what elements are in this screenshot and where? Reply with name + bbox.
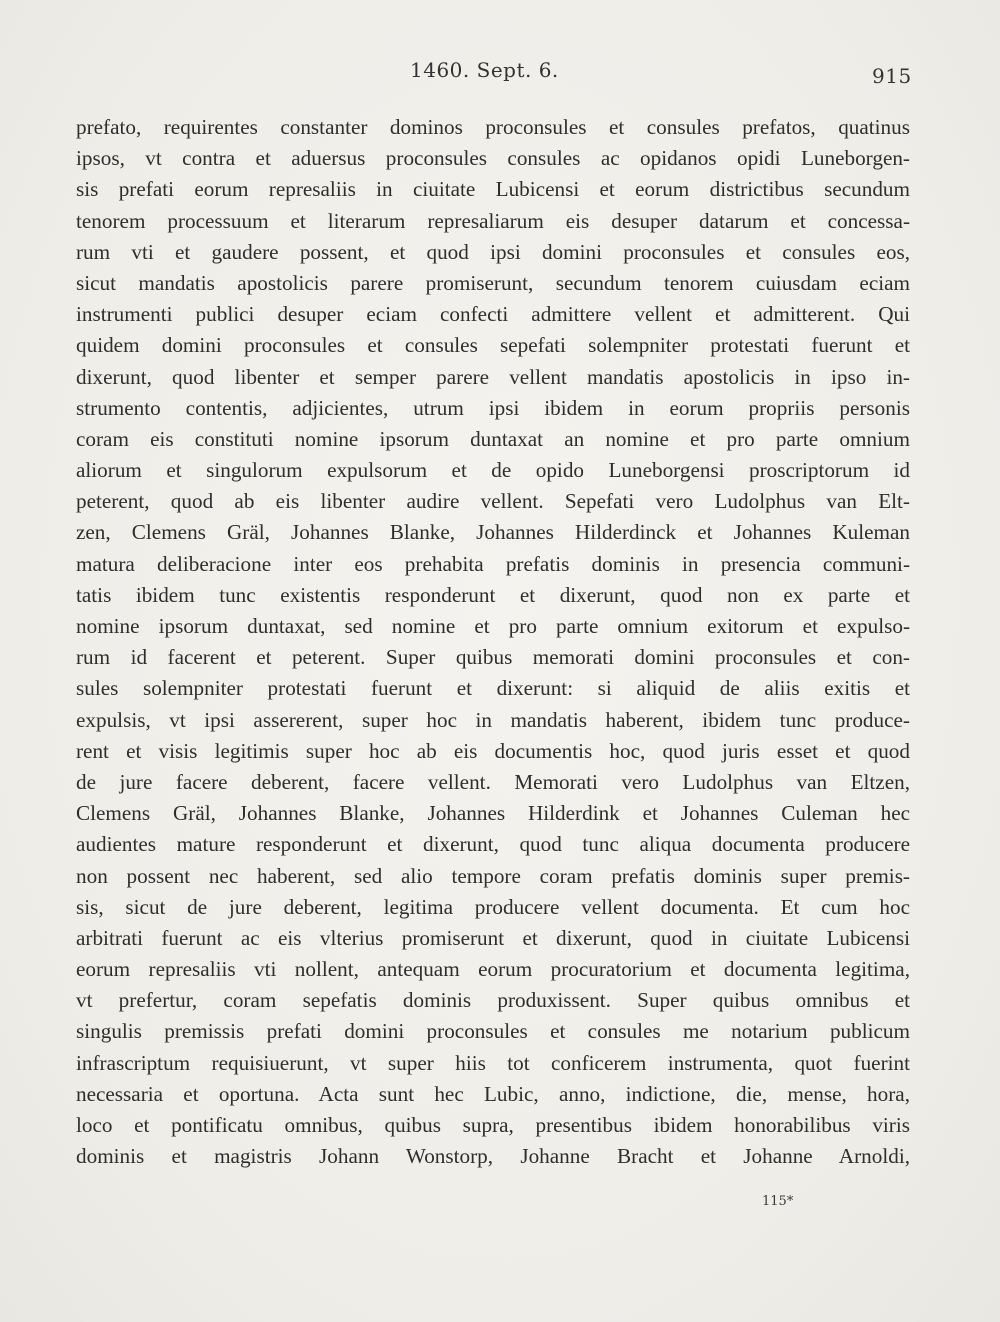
printer-signature-mark: 115* <box>762 1194 794 1209</box>
text-line: tenorem processuum et literarum represaliarum eis desuper datarum et concessa- <box>76 208 910 233</box>
text-line: strumento contentis, adjicientes, utrum ipsi ibidem in eorum propriis personis <box>76 395 910 420</box>
text-line: infrascriptum requisiuerunt, vt super hiis tot conficerem instrumenta, quot fuerint <box>76 1050 910 1075</box>
text-line: instrumenti publici desuper eciam confecti admittere vellent et admitterent. Qui <box>76 302 910 327</box>
page-number: 915 <box>872 64 912 88</box>
text-line: dominis et magistris Johann Wonstorp, Johanne Bracht et Johanne Arnoldi, <box>76 1144 910 1169</box>
text-line: non possent nec haberent, sed alio tempore coram prefatis dominis super premis- <box>76 863 910 888</box>
text-line: expulsis, vt ipsi assererent, super hoc in mandatis haberent, ibidem tunc produce- <box>76 707 910 732</box>
text-line: sules solempniter protestati fuerunt et dixerunt: si aliquid de aliis exitis et <box>76 676 910 701</box>
text-line: dixerunt, quod libenter et semper parere vellent mandatis apostolicis in ipso in- <box>76 364 910 389</box>
text-line: nomine ipsorum duntaxat, sed nomine et pro parte omnium exitorum et expulso- <box>76 614 910 638</box>
text-line: necessaria et oportuna. Acta sunt hec Lubic, anno, indictione, die, mense, hora, <box>76 1081 910 1106</box>
body-text <box>76 112 910 1172</box>
text-line: sis prefati eorum represaliis in ciuitate Lubicensi et eorum districtibus secundum <box>76 177 910 202</box>
text-line: Clemens Gräl, Johannes Blanke, Johannes Hilderdink et Johannes Culeman hec <box>76 801 910 826</box>
text-line: prefato, requirentes constanter dominos proconsules et consules prefatos, quatinus <box>76 115 910 139</box>
text-line: eorum represaliis vti nollent, antequam eorum procuratorium et documenta legitima, <box>76 957 910 982</box>
text-line: arbitrati fuerunt ac eis vlterius promiserunt et dixerunt, quod in ciuitate Lubicensi <box>76 925 910 950</box>
text-line: quidem domini proconsules et consules sepefati solempniter protestati fuerunt et <box>76 333 910 358</box>
text-line: tatis ibidem tunc existentis responderunt et dixerunt, quod non ex parte et <box>76 582 910 607</box>
text-line: singulis premissis prefati domini proconsules et consules me notarium publicum <box>76 1019 910 1044</box>
text-line: aliorum et singulorum expulsorum et de opido Luneborgensi proscriptorum id <box>76 458 910 483</box>
text-line: peterent, quod ab eis libenter audire vellent. Sepefati vero Ludolphus van Elt- <box>76 489 910 514</box>
text-line: matura deliberacione inter eos prehabita prefatis dominis in presencia communi- <box>76 551 910 576</box>
text-line: ipsos, vt contra et aduersus proconsules consules ac opidanos opidi Luneborgen- <box>76 146 910 171</box>
text-line: rent et visis legitimis super hoc ab eis documentis hoc, quod juris esset et quod <box>76 738 910 763</box>
text-line: rum id facerent et peterent. Super quibus memorati domini proconsules et con- <box>76 645 910 670</box>
text-line: vt prefertur, coram sepefatis dominis produxissent. Super quibus omnibus et <box>76 988 910 1013</box>
text-line: rum vti et gaudere possent, et quod ipsi domini proconsules et consules eos, <box>76 239 910 264</box>
header-date: 1460. Sept. 6. <box>410 58 559 82</box>
text-line: coram eis constituti nomine ipsorum duntaxat an nomine et pro parte omnium <box>76 426 910 451</box>
text-line: zen, Clemens Gräl, Johannes Blanke, Johannes Hilderdinck et Johannes Kuleman <box>76 520 910 545</box>
text-line: loco et pontificatu omnibus, quibus supra, presentibus ibidem honorabilibus viris <box>76 1113 910 1137</box>
text-line: sis, sicut de jure deberent, legitima producere vellent documenta. Et cum hoc <box>76 894 910 919</box>
text-line: sicut mandatis apostolicis parere promiserunt, secundum tenorem cuiusdam eciam <box>76 270 910 295</box>
running-head <box>0 58 1000 88</box>
text-line: de jure facere deberent, facere vellent. Memorati vero Ludolphus van Eltzen, <box>76 769 910 794</box>
text-line: audientes mature responderunt et dixerunt, quod tunc aliqua documenta producere <box>76 832 910 857</box>
